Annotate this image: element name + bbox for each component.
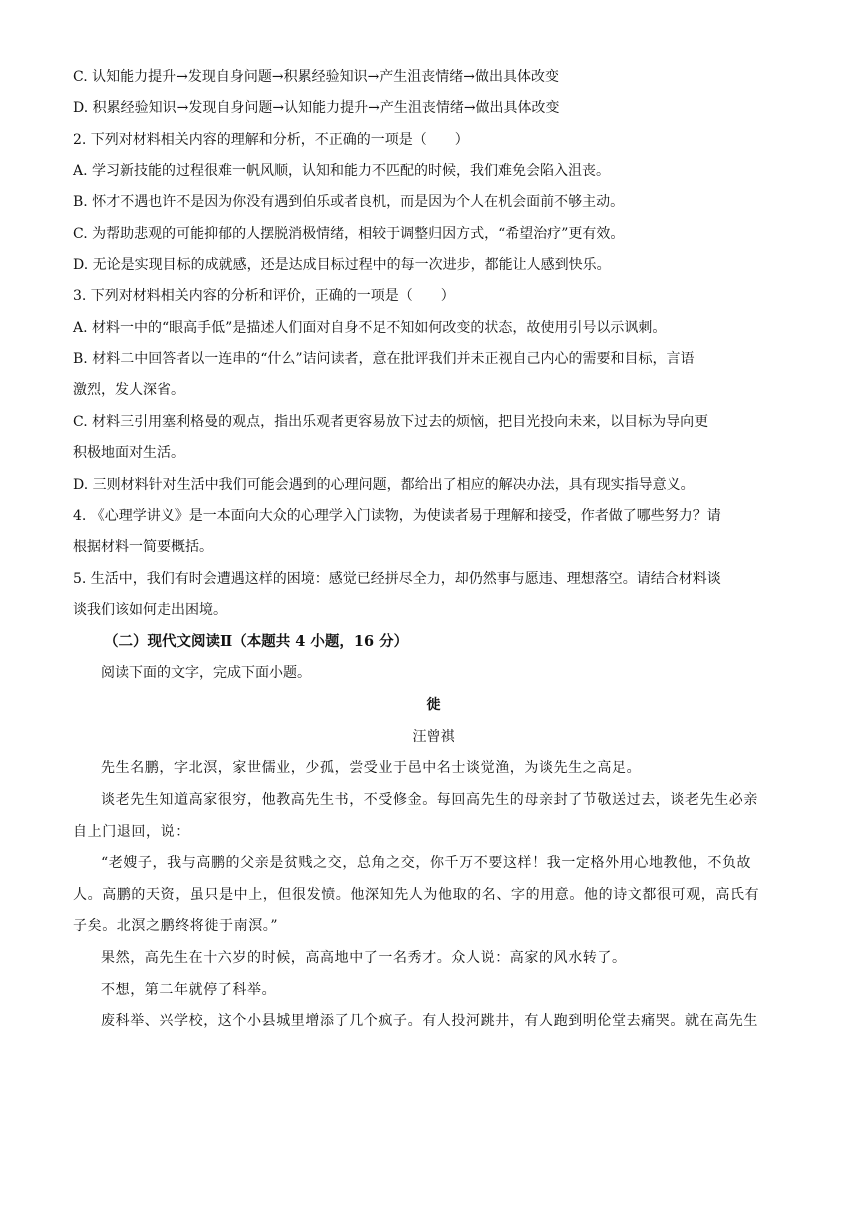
- essay-paragraph: 先生名鹏，字北溟，家世儒业，少孤，尝受业于邑中名士谈觉渔，为谈先生之高足。: [101, 760, 642, 776]
- q1-option-c: C. 认知能力提升→发现自身问题→积累经验知识→产生沮丧情绪→做出具体改变: [73, 69, 560, 85]
- essay-paragraph-cont: 自上门退回，说：: [73, 824, 190, 840]
- essay-title: 徙: [426, 697, 441, 713]
- q3-option-d: D. 三则材料针对生活中我们可能会遇到的心理问题，都给出了相应的解决办法，具有现实指导意义。: [73, 477, 695, 493]
- q2-option-a: A. 学习新技能的过程很难一帆风顺，认知和能力不匹配的时候，我们难免会陷入沮丧。: [73, 163, 611, 179]
- section-instruction: 阅读下面的文字，完成下面小题。: [101, 665, 311, 681]
- q3-option-b-line2: 激烈，发人深省。: [73, 382, 185, 398]
- section-heading: （二）现代文阅读Ⅱ（本题共 4 小题，16 分）: [104, 633, 409, 650]
- essay-paragraph-cont: 人。高鹏的天资，虽只是中上，但很发愤。他深知先人为他取的名、字的用意。他的诗文都很可观，高氏有: [73, 887, 760, 903]
- q3-option-c-line2: 积极地面对生活。: [73, 445, 185, 461]
- essay-paragraph: 不想，第二年就停了科举。: [101, 982, 277, 998]
- q3-option-b-line1: B. 材料二中回答者以一连串的“什么”诘问读者，意在批评我们并未正视自己内心的需要和目标，言语: [73, 351, 695, 367]
- essay-paragraph: 废科举、兴学校，这个小县城里增添了几个疯子。有人投河跳井，有人跑到明伦堂去痛哭。就在高先生: [101, 1013, 758, 1029]
- q2-option-b: B. 怀才不遇也许不是因为你没有遇到伯乐或者良机，而是因为个人在机会面前不够主动。: [73, 194, 625, 210]
- q2-stem: 2. 下列对材料相关内容的理解和分析，不正确的一项是（ ）: [73, 132, 469, 148]
- q3-option-a: A. 材料一中的“眼高手低”是描述人们面对自身不足不知如何改变的状态，故使用引号以示讽刺。: [73, 320, 667, 336]
- q2-option-c: C. 为帮助悲观的可能抑郁的人摆脱消极情绪，相较于调整归因方式，“希望治疗”更有效。: [73, 226, 625, 242]
- essay-paragraph: 谈老先生知道高家很穷，他教高先生书，不受修金。每回高先生的母亲封了节敬送过去，谈老先生必亲: [101, 792, 758, 808]
- essay-author: 汪曾祺: [412, 729, 455, 745]
- q5-line2: 谈我们该如何走出困境。: [73, 602, 227, 618]
- essay-paragraph-cont: 子矣。北溟之鹏终将徙于南溟。”: [73, 918, 279, 934]
- q5-line1: 5. 生活中，我们有时会遭遇这样的困境：感觉已经拼尽全力，却仍然事与愿违、理想落空。请结合材料谈: [73, 571, 721, 587]
- q4-line1: 4. 《心理学讲义》是一本面向大众的心理学入门读物，为使读者易于理解和接受，作者做了哪些努力？请: [73, 508, 721, 524]
- essay-paragraph: “老嫂子，我与高鹏的父亲是贫贱之交，总角之交，你千万不要这样！我一定格外用心地教他，不负故: [101, 855, 752, 871]
- q3-stem: 3. 下列对材料相关内容的分析和评价，正确的一项是（ ）: [73, 288, 455, 304]
- q4-line2: 根据材料一简要概括。: [73, 539, 213, 555]
- q3-option-c-line1: C. 材料三引用塞利格曼的观点，指出乐观者更容易放下过去的烦恼，把目光投向未来，以目标为导向更: [73, 414, 709, 430]
- q2-option-d: D. 无论是实现目标的成就感，还是达成目标过程中的每一次进步，都能让人感到快乐。: [73, 257, 611, 273]
- essay-paragraph: 果然，高先生在十六岁的时候，高高地中了一名秀才。众人说：高家的风水转了。: [101, 950, 627, 966]
- q1-option-d: D. 积累经验知识→发现自身问题→认知能力提升→产生沮丧情绪→做出具体改变: [73, 100, 560, 116]
